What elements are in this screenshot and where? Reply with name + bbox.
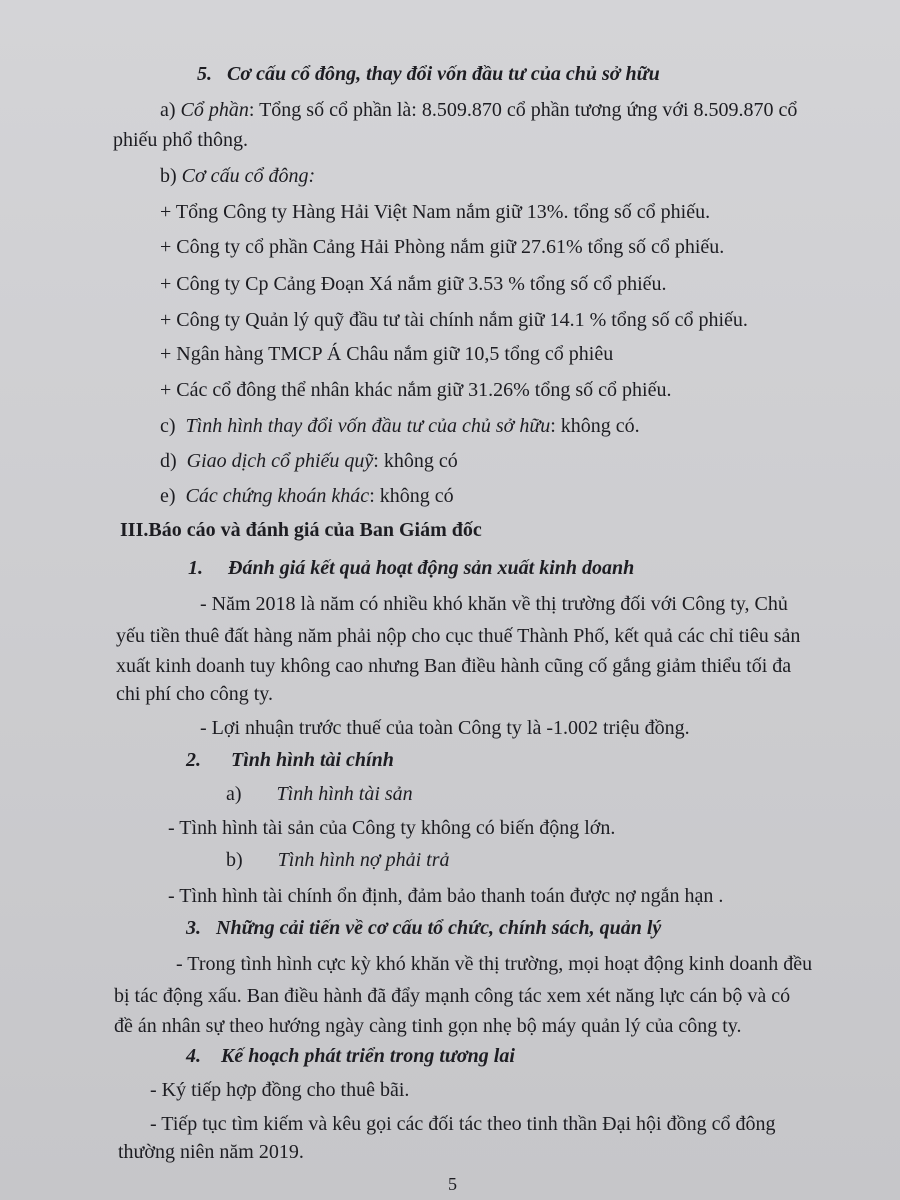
subsection-2-heading (186, 748, 394, 772)
item-a-text: : Tổng số cổ phần là: 8.509.870 cổ phần tương ứng với 8.509.870 cổ (248, 99, 798, 121)
section-5-heading (197, 62, 660, 86)
item-b-title: Cơ cấu cổ đông: (181, 165, 316, 187)
item-c-title: Tình hình thay đổi vốn đầu tư của chủ sở hữu (185, 415, 551, 437)
subsection-2b-label: b) (226, 849, 243, 871)
subsection-2a-title: Tình hình tài sản (276, 783, 413, 805)
paragraph-line: - Tình hình tài sản của Công ty không có biến động lớn. (168, 817, 616, 839)
shareholder-line: + Công ty cổ phần Cảng Hải Phòng nắm giữ 27.61% tổng số cổ phiếu. (160, 236, 725, 258)
item-b (160, 164, 315, 188)
paragraph-line: chi phí cho công ty. (116, 683, 274, 705)
section-iii-heading: III.Báo cáo và đánh giá của Ban Giám đốc (120, 519, 482, 541)
paragraph-line: xuất kinh doanh tuy không cao nhưng Ban điều hành cũng cố gắng giảm thiểu tối đa (116, 655, 792, 677)
subsection-4-heading (186, 1044, 515, 1068)
subsection-4-number: 4. (186, 1045, 201, 1067)
subsection-1-title: Đánh giá kết quả hoạt động sản xuất kinh doanh (228, 557, 635, 579)
subsection-3-title: Những cải tiến về cơ cấu tổ chức, chính sách, quản lý (216, 917, 662, 939)
shareholder-line: + Ngân hàng TMCP Á Châu nắm giữ 10,5 tổng cổ phiêu (160, 343, 614, 365)
item-e-value: : không có (369, 485, 454, 507)
item-a-title: Cổ phần (180, 99, 249, 121)
subsection-2-number: 2. (186, 749, 201, 771)
subsection-2-title: Tình hình tài chính (231, 749, 394, 771)
item-c-value: : không có. (550, 415, 640, 437)
item-d-label: d) (160, 450, 177, 472)
subsection-2b-title: Tình hình nợ phải trả (277, 849, 450, 871)
shareholder-line: + Các cổ đông thể nhân khác nắm giữ 31.26% tổng số cổ phiếu. (160, 379, 672, 401)
subsection-4-title: Kế hoạch phát triển trong tương lai (221, 1045, 515, 1067)
paragraph-line: - Ký tiếp hợp đồng cho thuê bãi. (150, 1079, 410, 1101)
subsection-2b (226, 848, 449, 872)
item-d (160, 449, 458, 473)
subsection-1-heading (188, 556, 634, 580)
paragraph-line: - Tiếp tục tìm kiếm và kêu gọi các đối tác theo tinh thần Đại hội đồng cổ đông (150, 1113, 776, 1135)
subsection-1-number: 1. (188, 557, 203, 579)
item-c (160, 414, 640, 438)
item-e-title: Các chứng khoán khác (185, 485, 370, 507)
section-5-title: Cơ cấu cổ đông, thay đổi vốn đầu tư của chủ sở hữu (227, 63, 660, 85)
paragraph-line: - Trong tình hình cực kỳ khó khăn về thị trường, mọi hoạt động kinh doanh đều (176, 953, 813, 975)
paragraph-line: đề án nhân sự theo hướng ngày càng tinh gọn nhẹ bộ máy quản lý của công ty. (114, 1015, 742, 1037)
section-5-number: 5. (197, 63, 212, 85)
paragraph-line: yếu tiền thuê đất hàng năm phải nộp cho cục thuế Thành Phố, kết quả các chỉ tiêu sản (116, 625, 801, 647)
paragraph-line: - Tình hình tài chính ổn định, đảm bảo thanh toán được nợ ngắn hạn . (168, 885, 724, 907)
item-a-continuation: phiếu phổ thông. (113, 129, 248, 151)
profit-line: - Lợi nhuận trước thuế của toàn Công ty là -1.002 triệu đồng. (200, 717, 690, 739)
paragraph-line: thường niên năm 2019. (118, 1141, 304, 1163)
item-e (160, 484, 454, 508)
subsection-2a (226, 782, 413, 806)
subsection-2a-label: a) (226, 783, 242, 805)
item-a-label: a) (160, 99, 176, 121)
shareholder-line: + Công ty Cp Cảng Đoạn Xá nắm giữ 3.53 % tổng số cổ phiếu. (160, 273, 667, 295)
paragraph-line: bị tác động xấu. Ban điều hành đã đẩy mạnh công tác xem xét năng lực cán bộ và có (114, 985, 791, 1007)
item-d-value: : không có (373, 450, 458, 472)
subsection-3-heading (186, 916, 661, 940)
subsection-3-number: 3. (186, 917, 201, 939)
item-b-label: b) (160, 165, 177, 187)
item-d-title: Giao dịch cổ phiếu quỹ (186, 450, 374, 472)
item-a (160, 98, 797, 122)
page-number: 5 (448, 1174, 457, 1194)
shareholder-line: + Công ty Quản lý quỹ đầu tư tài chính nắm giữ 14.1 % tổng số cổ phiếu. (160, 309, 748, 331)
paragraph-line: - Năm 2018 là năm có nhiều khó khăn về thị trường đối với Công ty, Chủ (200, 593, 788, 615)
item-e-label: e) (160, 485, 176, 507)
item-c-label: c) (160, 415, 176, 437)
shareholder-line: + Tổng Công ty Hàng Hải Việt Nam nắm giữ 13%. tổng số cổ phiếu. (160, 201, 711, 223)
